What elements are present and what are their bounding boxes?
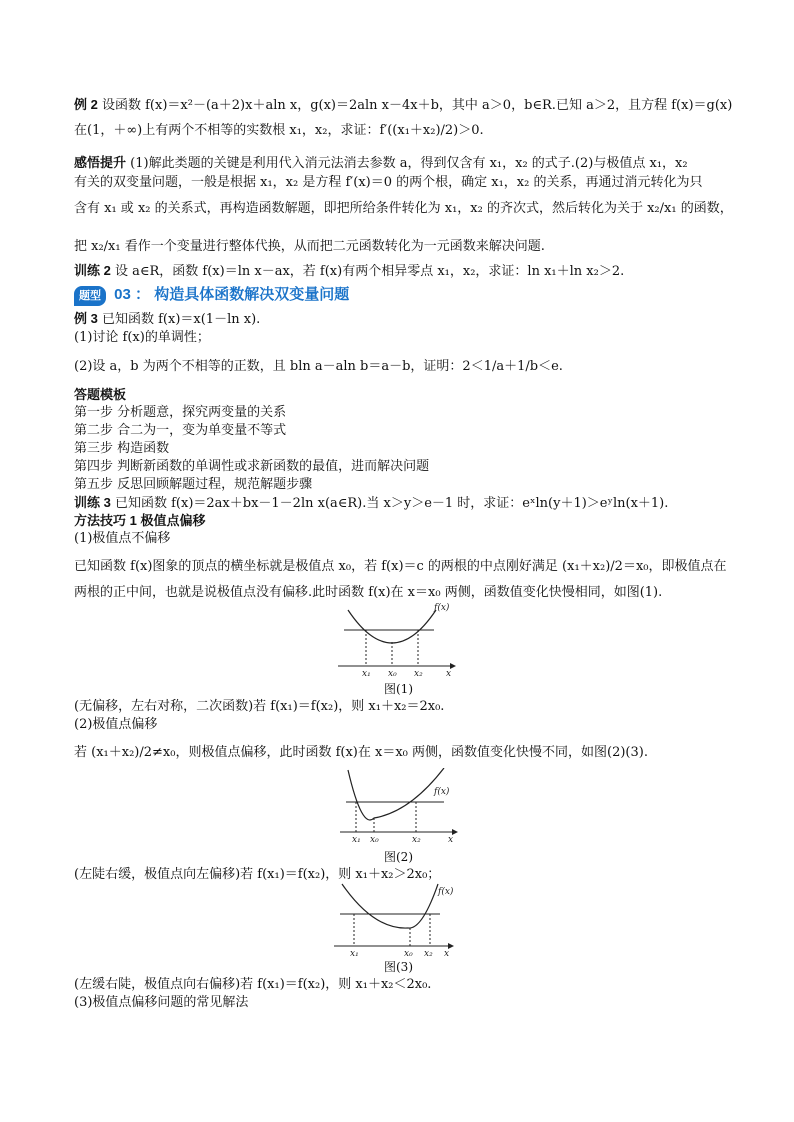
fig1-x0-label: x₀	[388, 669, 397, 678]
example-3-line-2: (1)讨论 f(x)的单调性；	[74, 330, 210, 345]
template-step-1: 第一步 分析题意，探究两变量的关系	[74, 405, 287, 420]
method-p3: 若 (x₁＋x₂)/2≠x₀，则极值点偏移，此时函数 f(x)在 x＝x₀ 两侧，函数值变化快慢不同，如图(2)(3).	[74, 745, 648, 760]
fig2-x2-label: x₂	[412, 835, 421, 845]
method-p5: (左缓右陡，极值点向右偏移)若 f(x₁)＝f(x₂)，则 x₁＋x₂＜2x₀.	[74, 977, 432, 992]
fig2-x-label: x	[448, 835, 454, 845]
figure-3	[334, 882, 458, 958]
method-title: 方法技巧 1 极值点偏移	[74, 513, 206, 528]
figure-3-caption: 图(3)	[384, 960, 413, 974]
fig3-x1-label: x₁	[350, 949, 359, 958]
example-2-line-2: 在(1，＋∞)上有两个不相等的实数根 x₁，x₂，求证：f′((x₁＋x₂)/2)＞0.	[74, 123, 484, 138]
method-sub-3: (3)极值点偏移问题的常见解法	[74, 995, 249, 1010]
fig1-x1-label: x₁	[362, 669, 371, 678]
example-3-text-1: 已知函数 f(x)＝x(1－ln x).	[101, 312, 261, 327]
example-3-line-3: (2)设 a，b 为两个不相等的正数，且 bln a－aln b＝a－b，证明：2＜1/a＋1/b＜e.	[74, 359, 563, 374]
example-2-label: 例 2	[74, 97, 98, 112]
template-step-3: 第三步 构造函数	[74, 441, 170, 456]
fig3-x2-label: x₂	[424, 949, 433, 958]
fig3-x-label: x	[444, 949, 450, 958]
section-badge: 题型	[74, 286, 106, 306]
figure-1-caption: 图(1)	[384, 682, 413, 696]
insight-text-1: (1)解此类题的关键是利用代入消元法消去参数 a，得到仅含有 x₁，x₂ 的式子.(2)与极值点 x₁，x₂	[130, 156, 688, 171]
template-step-5: 第五步 反思回顾解题过程，规范解题步骤	[74, 477, 313, 492]
insight-line-1	[74, 154, 688, 173]
fig2-fx-label: f(x)	[434, 787, 450, 797]
figure-2-caption: 图(2)	[384, 850, 413, 864]
template-step-2: 第二步 合二为一，变为单变量不等式	[74, 423, 287, 438]
method-p1a: 已知函数 f(x)图象的顶点的横坐标就是极值点 x₀，若 f(x)＝c 的两根的中点刚好满足 (x₁＋x₂)/2＝x₀，即极值点在	[74, 559, 727, 574]
method-sub-1: (1)极值点不偏移	[74, 531, 171, 546]
template-title: 答题模板	[74, 387, 127, 402]
fig2-x0-label: x₀	[370, 835, 379, 845]
insight-line-4: 把 x₂/x₁ 看作一个变量进行整体代换，从而把二元函数转化为一元函数来解决问题.	[74, 239, 545, 254]
method-p1b: 两根的正中间，也就是说极值点没有偏移.此时函数 f(x)在 x＝x₀ 两侧，函数值变化快慢相同，如图(1).	[74, 585, 663, 600]
training-2-label: 训练 2	[74, 263, 111, 278]
training-2	[74, 262, 624, 281]
example-3-line-1	[74, 310, 260, 329]
figure-1	[338, 602, 458, 678]
training-3-text: 已知函数 f(x)＝2ax＋bx－1－2ln x(a∈R).当 x＞y＞e－1 时，求证：eˣln(y＋1)＞eʸln(x＋1).	[114, 496, 669, 511]
fig3-curve	[342, 884, 438, 928]
fig1-fx-label: f(x)	[434, 603, 450, 613]
fig2-x1-label: x₁	[352, 835, 361, 845]
method-p4: (左陡右缓，极值点向左偏移)若 f(x₁)＝f(x₂)，则 x₁＋x₂＞2x₀；	[74, 867, 441, 882]
example-2-line-1	[74, 96, 732, 115]
section-heading	[74, 286, 349, 306]
figure-2	[340, 768, 460, 846]
example-3-label: 例 3	[74, 311, 98, 326]
fig2-curve	[348, 768, 444, 820]
fig1-x2-label: x₂	[414, 669, 423, 678]
fig3-fx-label: f(x)	[438, 887, 454, 897]
insight-line-3: 含有 x₁ 或 x₂ 的关系式，再构造函数解题，即把所给条件转化为 x₁，x₂ 的齐次式，然后转化为关于 x₂/x₁ 的函数，	[74, 201, 733, 216]
method-p2: (无偏移，左右对称，二次函数)若 f(x₁)＝f(x₂)，则 x₁＋x₂＝2x₀.	[74, 699, 445, 714]
method-sub-2: (2)极值点偏移	[74, 717, 158, 732]
fig1-curve	[348, 610, 436, 643]
fig1-x-label: x	[446, 669, 452, 678]
fig3-x0-label: x₀	[404, 949, 413, 958]
insight-line-2: 有关的双变量问题，一般是根据 x₁，x₂ 是方程 f′(x)＝0 的两个根，确定 x₁，x₂ 的关系，再通过消元转化为只	[74, 175, 703, 190]
example-2-text-1: 设函数 f(x)＝x²－(a＋2)x＋aln x，g(x)＝2aln x－4x＋b，其中 a＞0，b∈R.已知 a＞2，且方程 f(x)＝g(x)	[101, 98, 733, 113]
template-step-4: 第四步 判断新函数的单调性或求新函数的最值，进而解决问题	[74, 459, 430, 474]
training-3	[74, 494, 668, 513]
training-2-text: 设 a∈R，函数 f(x)＝ln x－ax，若 f(x)有两个相异零点 x₁，x₂，求证：ln x₁＋ln x₂＞2.	[114, 264, 625, 279]
section-title: 03 ： 构造具体函数解决双变量问题	[114, 286, 350, 303]
insight-label: 感悟提升	[74, 155, 127, 170]
training-3-label: 训练 3	[74, 495, 111, 510]
